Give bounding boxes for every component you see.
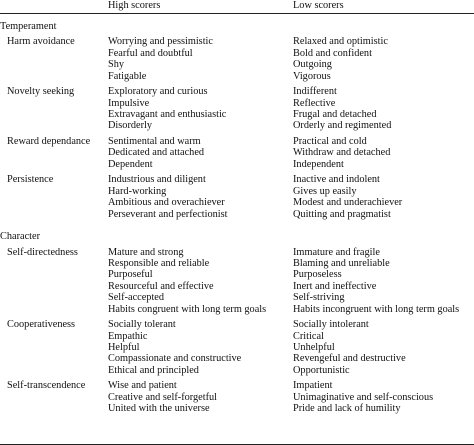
low-scorer-trait: Modest and underachiever — [293, 197, 403, 209]
low-scorer-trait: Impatient — [293, 380, 333, 392]
dimension-label: Novelty seeking — [7, 86, 75, 98]
low-scorer-trait: Unhelpful — [293, 342, 335, 353]
low-scorer-trait: Unimaginative and self-conscious — [293, 391, 434, 403]
low-scorer-trait: Independent — [293, 158, 344, 170]
low-scorer-trait: Reflective — [293, 97, 336, 109]
dimension-label: Self-directedness — [7, 246, 78, 258]
low-scorer-trait: Frugal and detached — [293, 109, 377, 120]
high-scorer-trait: Industrious and diligent — [108, 174, 206, 186]
section-title: Temperament — [0, 21, 57, 32]
high-scorer-trait: Responsible and reliable — [108, 258, 210, 269]
low-scorer-trait: Socially intolerant — [293, 319, 369, 331]
high-scorer-trait: Ethical and principled — [108, 364, 199, 376]
high-scorer-trait: Self-accepted — [108, 292, 165, 304]
low-scorer-trait: Relaxed and optimistic — [293, 36, 388, 48]
high-scorer-trait: Dependent — [108, 158, 153, 170]
low-scorer-trait: Habits incongruent with long term goals — [293, 303, 460, 315]
high-scorer-trait: Resourceful and effective — [108, 280, 214, 292]
low-scorer-trait: Outgoing — [293, 59, 332, 71]
high-scorer-trait: Socially tolerant — [108, 319, 176, 331]
header-low-scorers: Low scorers — [293, 0, 344, 11]
low-scorer-trait: Self-striving — [293, 292, 345, 304]
high-scorer-trait: Impulsive — [108, 97, 150, 109]
high-scorer-trait: Dedicated and attached — [108, 147, 205, 159]
high-scorer-trait: Fearful and doubtful — [108, 47, 193, 59]
header-high-scorers: High scorers — [108, 0, 161, 11]
high-scorer-trait: Ambitious and overachiever — [108, 197, 225, 209]
low-scorer-trait: Opportunistic — [293, 364, 350, 376]
low-scorer-trait: Revengeful and destructive — [293, 353, 406, 365]
high-scorer-trait: Compassionate and constructive — [108, 353, 242, 365]
low-scorer-trait: Blaming and unreliable — [293, 258, 390, 269]
high-scorer-trait: Hard-working — [108, 185, 167, 197]
low-scorer-trait: Practical and cold — [293, 136, 367, 147]
header-rule — [0, 13, 474, 14]
high-scorer-trait: Worrying and pessimistic — [108, 36, 213, 48]
low-scorer-trait: Inactive and indolent — [293, 174, 380, 186]
low-scorer-trait: Purposeless — [293, 269, 342, 281]
low-scorer-trait: Critical — [293, 330, 324, 342]
low-scorer-trait: Immature and fragile — [293, 246, 380, 258]
low-scorer-trait: Withdraw and detached — [293, 147, 391, 159]
high-scorer-trait: Sentimental and warm — [108, 136, 201, 147]
high-scorer-trait: Fatigable — [108, 70, 147, 82]
high-scorer-trait: Helpful — [108, 342, 140, 353]
dimension-label: Persistence — [7, 174, 54, 186]
high-scorer-trait: Perseverant and perfectionist — [108, 208, 228, 220]
low-scorer-trait: Indifferent — [293, 86, 337, 98]
high-scorer-trait: Extravagant and enthusiastic — [108, 109, 227, 120]
dimension-label: Self-transcendence — [7, 380, 86, 392]
high-scorer-trait: Exploratory and curious — [108, 86, 208, 98]
high-scorer-trait: Empathic — [108, 330, 148, 342]
low-scorer-trait: Bold and confident — [293, 47, 372, 59]
high-scorer-trait: Shy — [108, 59, 125, 71]
dimension-label: Harm avoidance — [7, 36, 75, 48]
high-scorer-trait: Disorderly — [108, 120, 153, 132]
high-scorer-trait: Wise and patient — [108, 380, 177, 392]
high-scorer-trait: Mature and strong — [108, 246, 184, 258]
high-scorer-trait: Habits congruent with long term goals — [108, 303, 267, 315]
dimension-label: Reward dependance — [7, 136, 91, 147]
low-scorer-trait: Gives up easily — [293, 185, 357, 197]
low-scorer-trait: Inert and ineffective — [293, 280, 377, 292]
low-scorer-trait: Pride and lack of humility — [293, 403, 401, 415]
low-scorer-trait: Orderly and regimented — [293, 120, 392, 132]
high-scorer-trait: Purposeful — [108, 269, 153, 281]
low-scorer-trait: Quitting and pragmatist — [293, 208, 391, 220]
high-scorer-trait: Creative and self-forgetful — [108, 391, 218, 403]
high-scorer-trait: United with the universe — [108, 403, 210, 415]
dimension-label: Cooperativeness — [7, 319, 76, 331]
low-scorer-trait: Vigorous — [293, 70, 331, 82]
section-title: Character — [0, 231, 41, 243]
